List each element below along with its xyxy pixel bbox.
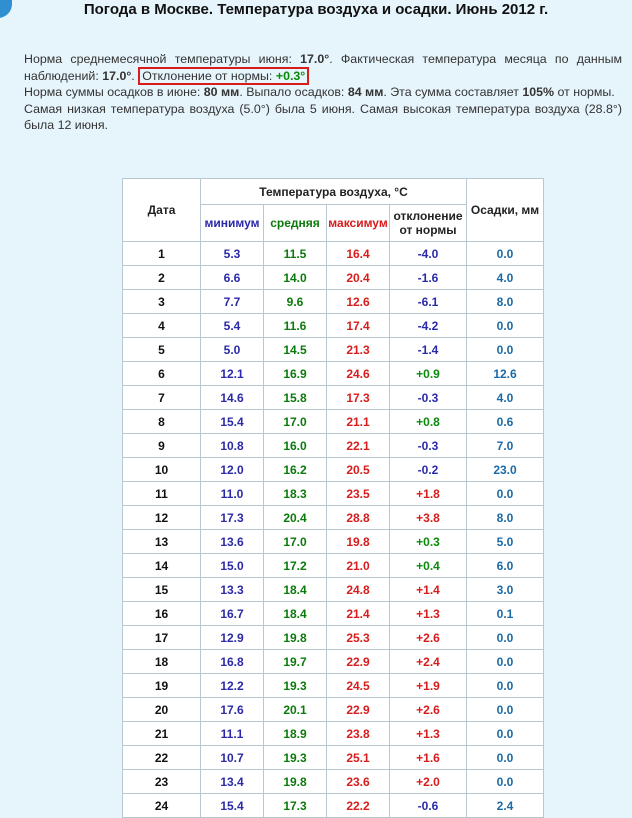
cell-min: 5.3 bbox=[201, 242, 264, 266]
table-row bbox=[123, 626, 544, 650]
cell-precip: 0.0 bbox=[467, 770, 544, 794]
cell-max: 20.4 bbox=[327, 266, 390, 290]
cell-precip: 7.0 bbox=[467, 434, 544, 458]
cell-deviation: +1.9 bbox=[390, 674, 467, 698]
cell-min: 12.0 bbox=[201, 458, 264, 482]
cell-max: 23.8 bbox=[327, 722, 390, 746]
table-row bbox=[123, 338, 544, 362]
cell-precip: 0.6 bbox=[467, 410, 544, 434]
cell-max: 21.1 bbox=[327, 410, 390, 434]
cell-deviation: -1.6 bbox=[390, 266, 467, 290]
cell-day: 2 bbox=[123, 266, 201, 290]
cell-precip: 0.0 bbox=[467, 722, 544, 746]
cell-min: 15.0 bbox=[201, 554, 264, 578]
cell-min: 11.0 bbox=[201, 482, 264, 506]
cell-deviation: +1.6 bbox=[390, 746, 467, 770]
table-row bbox=[123, 410, 544, 434]
cell-max: 23.6 bbox=[327, 770, 390, 794]
cell-min: 17.3 bbox=[201, 506, 264, 530]
cell-day: 20 bbox=[123, 698, 201, 722]
cell-precip: 8.0 bbox=[467, 506, 544, 530]
table-row bbox=[123, 698, 544, 722]
cell-max: 24.6 bbox=[327, 362, 390, 386]
cell-precip: 5.0 bbox=[467, 530, 544, 554]
cell-min: 16.7 bbox=[201, 602, 264, 626]
cell-deviation: +2.6 bbox=[390, 626, 467, 650]
cell-deviation: -0.3 bbox=[390, 386, 467, 410]
cell-day: 14 bbox=[123, 554, 201, 578]
cell-avg: 15.8 bbox=[264, 386, 327, 410]
cell-deviation: +1.8 bbox=[390, 482, 467, 506]
cell-avg: 14.0 bbox=[264, 266, 327, 290]
table-row bbox=[123, 458, 544, 482]
cell-avg: 17.0 bbox=[264, 530, 327, 554]
cell-max: 23.5 bbox=[327, 482, 390, 506]
cell-day: 17 bbox=[123, 626, 201, 650]
table-row bbox=[123, 314, 544, 338]
cell-deviation: +1.3 bbox=[390, 602, 467, 626]
cell-day: 23 bbox=[123, 770, 201, 794]
header-temp-group: Температура воздуха, °С bbox=[201, 179, 467, 205]
cell-deviation: +2.0 bbox=[390, 770, 467, 794]
cell-precip: 12.6 bbox=[467, 362, 544, 386]
cell-precip: 6.0 bbox=[467, 554, 544, 578]
cell-min: 12.9 bbox=[201, 626, 264, 650]
cell-avg: 16.2 bbox=[264, 458, 327, 482]
intro-extremes: Самая низкая температура воздуха (5.0°) была 5 июня. Самая высокая температура воздуха (28.8°) была 12 июня. bbox=[24, 101, 622, 132]
table-row bbox=[123, 434, 544, 458]
table-row bbox=[123, 746, 544, 770]
cell-avg: 18.4 bbox=[264, 578, 327, 602]
cell-day: 13 bbox=[123, 530, 201, 554]
table-row bbox=[123, 482, 544, 506]
cell-max: 25.1 bbox=[327, 746, 390, 770]
prec-percent: 105% bbox=[522, 85, 555, 99]
header-precip: Осадки, мм bbox=[467, 179, 544, 242]
cell-deviation: +0.4 bbox=[390, 554, 467, 578]
cell-day: 24 bbox=[123, 794, 201, 818]
cell-max: 19.8 bbox=[327, 530, 390, 554]
cell-min: 10.7 bbox=[201, 746, 264, 770]
cell-max: 24.8 bbox=[327, 578, 390, 602]
cell-max: 21.0 bbox=[327, 554, 390, 578]
cell-avg: 11.5 bbox=[264, 242, 327, 266]
cell-deviation: +2.4 bbox=[390, 650, 467, 674]
cell-day: 8 bbox=[123, 410, 201, 434]
cell-min: 13.6 bbox=[201, 530, 264, 554]
cell-deviation: +1.4 bbox=[390, 578, 467, 602]
cell-avg: 16.9 bbox=[264, 362, 327, 386]
cell-max: 21.3 bbox=[327, 338, 390, 362]
cell-min: 15.4 bbox=[201, 410, 264, 434]
table-row bbox=[123, 362, 544, 386]
cell-max: 21.4 bbox=[327, 602, 390, 626]
cell-min: 11.1 bbox=[201, 722, 264, 746]
cell-deviation: -0.3 bbox=[390, 434, 467, 458]
cell-avg: 19.8 bbox=[264, 770, 327, 794]
cell-precip: 23.0 bbox=[467, 458, 544, 482]
table-row bbox=[123, 674, 544, 698]
cell-day: 6 bbox=[123, 362, 201, 386]
cell-min: 14.6 bbox=[201, 386, 264, 410]
cell-deviation: -1.4 bbox=[390, 338, 467, 362]
table-row bbox=[123, 770, 544, 794]
prec-actual: 84 мм bbox=[347, 85, 384, 99]
cell-day: 19 bbox=[123, 674, 201, 698]
cell-max: 20.5 bbox=[327, 458, 390, 482]
cell-avg: 18.3 bbox=[264, 482, 327, 506]
intro-temperature: Норма среднемесячной температуры июня: 17.0°. Фактическая температура месяца по данным наблюдений: 17.0°. Отклонение от нормы: +0.3° bbox=[24, 52, 622, 83]
cell-precip: 0.0 bbox=[467, 314, 544, 338]
cell-avg: 16.0 bbox=[264, 434, 327, 458]
cell-min: 5.4 bbox=[201, 314, 264, 338]
cell-deviation: -4.2 bbox=[390, 314, 467, 338]
cell-precip: 0.0 bbox=[467, 698, 544, 722]
cell-day: 21 bbox=[123, 722, 201, 746]
cell-min: 5.0 bbox=[201, 338, 264, 362]
table-row bbox=[123, 554, 544, 578]
cell-min: 10.8 bbox=[201, 434, 264, 458]
intro-text bbox=[24, 51, 622, 134]
temp-norm: 17.0° bbox=[300, 52, 330, 66]
cell-day: 15 bbox=[123, 578, 201, 602]
temp-actual: 17.0° bbox=[102, 68, 132, 83]
table-row bbox=[123, 506, 544, 530]
cell-max: 28.8 bbox=[327, 506, 390, 530]
cell-min: 12.1 bbox=[201, 362, 264, 386]
cell-min: 16.8 bbox=[201, 650, 264, 674]
cell-max: 22.9 bbox=[327, 650, 390, 674]
cell-day: 18 bbox=[123, 650, 201, 674]
cell-day: 3 bbox=[123, 290, 201, 314]
cell-max: 24.5 bbox=[327, 674, 390, 698]
cell-avg: 20.1 bbox=[264, 698, 327, 722]
cell-precip: 2.4 bbox=[467, 794, 544, 818]
cell-max: 17.3 bbox=[327, 386, 390, 410]
cell-day: 10 bbox=[123, 458, 201, 482]
cell-precip: 8.0 bbox=[467, 290, 544, 314]
cell-avg: 11.6 bbox=[264, 314, 327, 338]
cell-day: 22 bbox=[123, 746, 201, 770]
weather-table bbox=[122, 178, 544, 818]
cell-deviation: -6.1 bbox=[390, 290, 467, 314]
deviation-value: +0.3° bbox=[275, 68, 306, 83]
table-row bbox=[123, 386, 544, 410]
cell-deviation: -4.0 bbox=[390, 242, 467, 266]
cell-max: 17.4 bbox=[327, 314, 390, 338]
cell-avg: 14.5 bbox=[264, 338, 327, 362]
intro-precipitation: Норма суммы осадков в июне: 80 мм. Выпало осадков: 84 мм. Эта сумма составляет 105% от нормы. bbox=[24, 85, 615, 99]
cell-avg: 18.9 bbox=[264, 722, 327, 746]
table-row bbox=[123, 650, 544, 674]
cell-avg: 9.6 bbox=[264, 290, 327, 314]
header-date: Дата bbox=[123, 179, 201, 242]
table-row bbox=[123, 266, 544, 290]
cell-precip: 0.0 bbox=[467, 650, 544, 674]
cell-avg: 17.3 bbox=[264, 794, 327, 818]
cell-avg: 19.3 bbox=[264, 674, 327, 698]
cell-precip: 0.0 bbox=[467, 482, 544, 506]
deviation-highlight: Отклонение от нормы: +0.3° bbox=[138, 67, 309, 85]
cell-precip: 0.0 bbox=[467, 338, 544, 362]
cell-avg: 20.4 bbox=[264, 506, 327, 530]
cell-deviation: +1.3 bbox=[390, 722, 467, 746]
cell-deviation: -0.2 bbox=[390, 458, 467, 482]
table-row bbox=[123, 530, 544, 554]
cell-deviation: +0.9 bbox=[390, 362, 467, 386]
cell-deviation: -0.6 bbox=[390, 794, 467, 818]
table-row bbox=[123, 578, 544, 602]
cell-deviation: +0.3 bbox=[390, 530, 467, 554]
header-min: минимум bbox=[201, 205, 264, 242]
table-row bbox=[123, 602, 544, 626]
cell-avg: 18.4 bbox=[264, 602, 327, 626]
cell-min: 13.3 bbox=[201, 578, 264, 602]
header-max: максимум bbox=[327, 205, 390, 242]
cell-deviation: +3.8 bbox=[390, 506, 467, 530]
cell-min: 17.6 bbox=[201, 698, 264, 722]
cell-deviation: +2.6 bbox=[390, 698, 467, 722]
cell-avg: 17.2 bbox=[264, 554, 327, 578]
cell-day: 5 bbox=[123, 338, 201, 362]
cell-max: 12.6 bbox=[327, 290, 390, 314]
cell-min: 12.2 bbox=[201, 674, 264, 698]
cell-precip: 4.0 bbox=[467, 386, 544, 410]
cell-min: 6.6 bbox=[201, 266, 264, 290]
cell-day: 9 bbox=[123, 434, 201, 458]
page-title: Погода в Москве. Температура воздуха и осадки. Июнь 2012 г. bbox=[83, 1, 549, 18]
table-row bbox=[123, 722, 544, 746]
cell-max: 25.3 bbox=[327, 626, 390, 650]
cell-max: 22.2 bbox=[327, 794, 390, 818]
cell-max: 22.9 bbox=[327, 698, 390, 722]
cell-precip: 0.0 bbox=[467, 242, 544, 266]
cell-day: 1 bbox=[123, 242, 201, 266]
cell-min: 7.7 bbox=[201, 290, 264, 314]
cell-precip: 0.0 bbox=[467, 746, 544, 770]
cell-day: 4 bbox=[123, 314, 201, 338]
cell-precip: 3.0 bbox=[467, 578, 544, 602]
cell-min: 13.4 bbox=[201, 770, 264, 794]
header-deviation: отклонение от нормы bbox=[390, 205, 467, 242]
cell-precip: 0.0 bbox=[467, 674, 544, 698]
cell-day: 11 bbox=[123, 482, 201, 506]
cell-precip: 4.0 bbox=[467, 266, 544, 290]
table-row bbox=[123, 794, 544, 818]
cell-day: 7 bbox=[123, 386, 201, 410]
cell-precip: 0.0 bbox=[467, 626, 544, 650]
table-row bbox=[123, 290, 544, 314]
table-row bbox=[123, 242, 544, 266]
cell-max: 16.4 bbox=[327, 242, 390, 266]
header-avg: средняя bbox=[264, 205, 327, 242]
cell-min: 15.4 bbox=[201, 794, 264, 818]
cell-avg: 19.3 bbox=[264, 746, 327, 770]
cell-day: 12 bbox=[123, 506, 201, 530]
cell-day: 16 bbox=[123, 602, 201, 626]
table-body bbox=[123, 242, 544, 818]
cell-max: 22.1 bbox=[327, 434, 390, 458]
cell-avg: 19.8 bbox=[264, 626, 327, 650]
cell-avg: 19.7 bbox=[264, 650, 327, 674]
cell-deviation: +0.8 bbox=[390, 410, 467, 434]
cell-avg: 17.0 bbox=[264, 410, 327, 434]
prec-norm: 80 мм bbox=[203, 85, 240, 99]
cell-precip: 0.1 bbox=[467, 602, 544, 626]
